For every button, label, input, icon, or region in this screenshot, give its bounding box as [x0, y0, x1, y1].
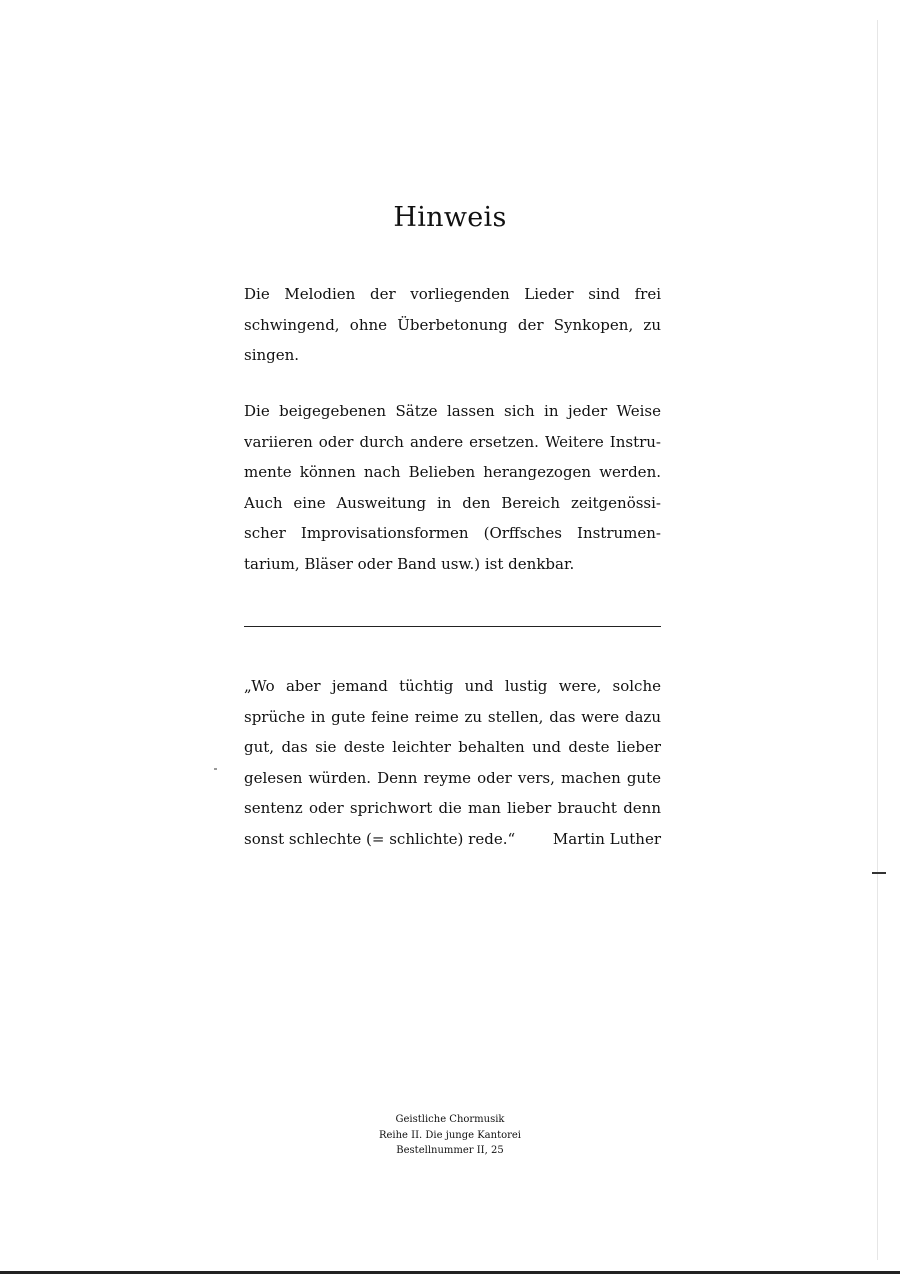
colophon-series: Geistliche Chormusik	[395, 1114, 505, 1125]
text-line: scher Improvisationsformen (Orffsches Instrumen-	[244, 524, 661, 542]
text-line: variieren oder durch andere ersetzen. Weitere Instru-	[244, 432, 661, 451]
quote-line: sonst schlechte (= schlichte) rede.“	[244, 829, 516, 848]
quote-line: gelesen würden. Denn reyme oder vers, machen gute	[244, 768, 661, 787]
quote-line: gut, das sie deste leichter behalten und deste lieber	[244, 738, 661, 756]
text-line: Die Melodien der vorliegenden Lieder sind frei	[244, 285, 661, 303]
quote-line: sentenz oder sprichwort die man lieber braucht denn	[244, 799, 661, 817]
text-line: Die beigegebenen Sätze lassen sich in jeder Weise	[244, 402, 661, 420]
luther-quote	[244, 671, 661, 854]
colophon-row: Reihe II. Die junge Kantorei	[378, 1129, 522, 1141]
quote-final-line	[244, 824, 661, 855]
text-line: tarium, Bläser oder Band usw.) ist denkbar.	[244, 554, 575, 573]
paragraph-singing-note	[244, 279, 661, 371]
text-line: Auch eine Ausweitung in den Bereich zeitgenössi-	[244, 493, 661, 512]
quote-line: „Wo aber jemand tüchtig und lustig were, solche	[244, 677, 661, 695]
quote-author: Martin Luther	[552, 829, 661, 848]
colophon	[0, 1112, 900, 1159]
paragraph-arrangements-note	[244, 396, 661, 579]
scan-edge-mark	[872, 872, 886, 874]
colophon-order-number: Bestellnummer II, 25	[396, 1145, 504, 1156]
text-line: mente können nach Belieben herangezogen werden.	[244, 463, 661, 481]
section-divider	[244, 626, 661, 627]
quote-line: sprüche in gute feine reime zu stellen, das were dazu	[244, 707, 661, 726]
text-line: singen.	[244, 346, 300, 364]
text-line: schwingend, ohne Überbetonung der Synkopen, zu	[244, 315, 661, 334]
page-title: Hinweis	[393, 202, 507, 233]
scan-speck	[214, 768, 217, 770]
